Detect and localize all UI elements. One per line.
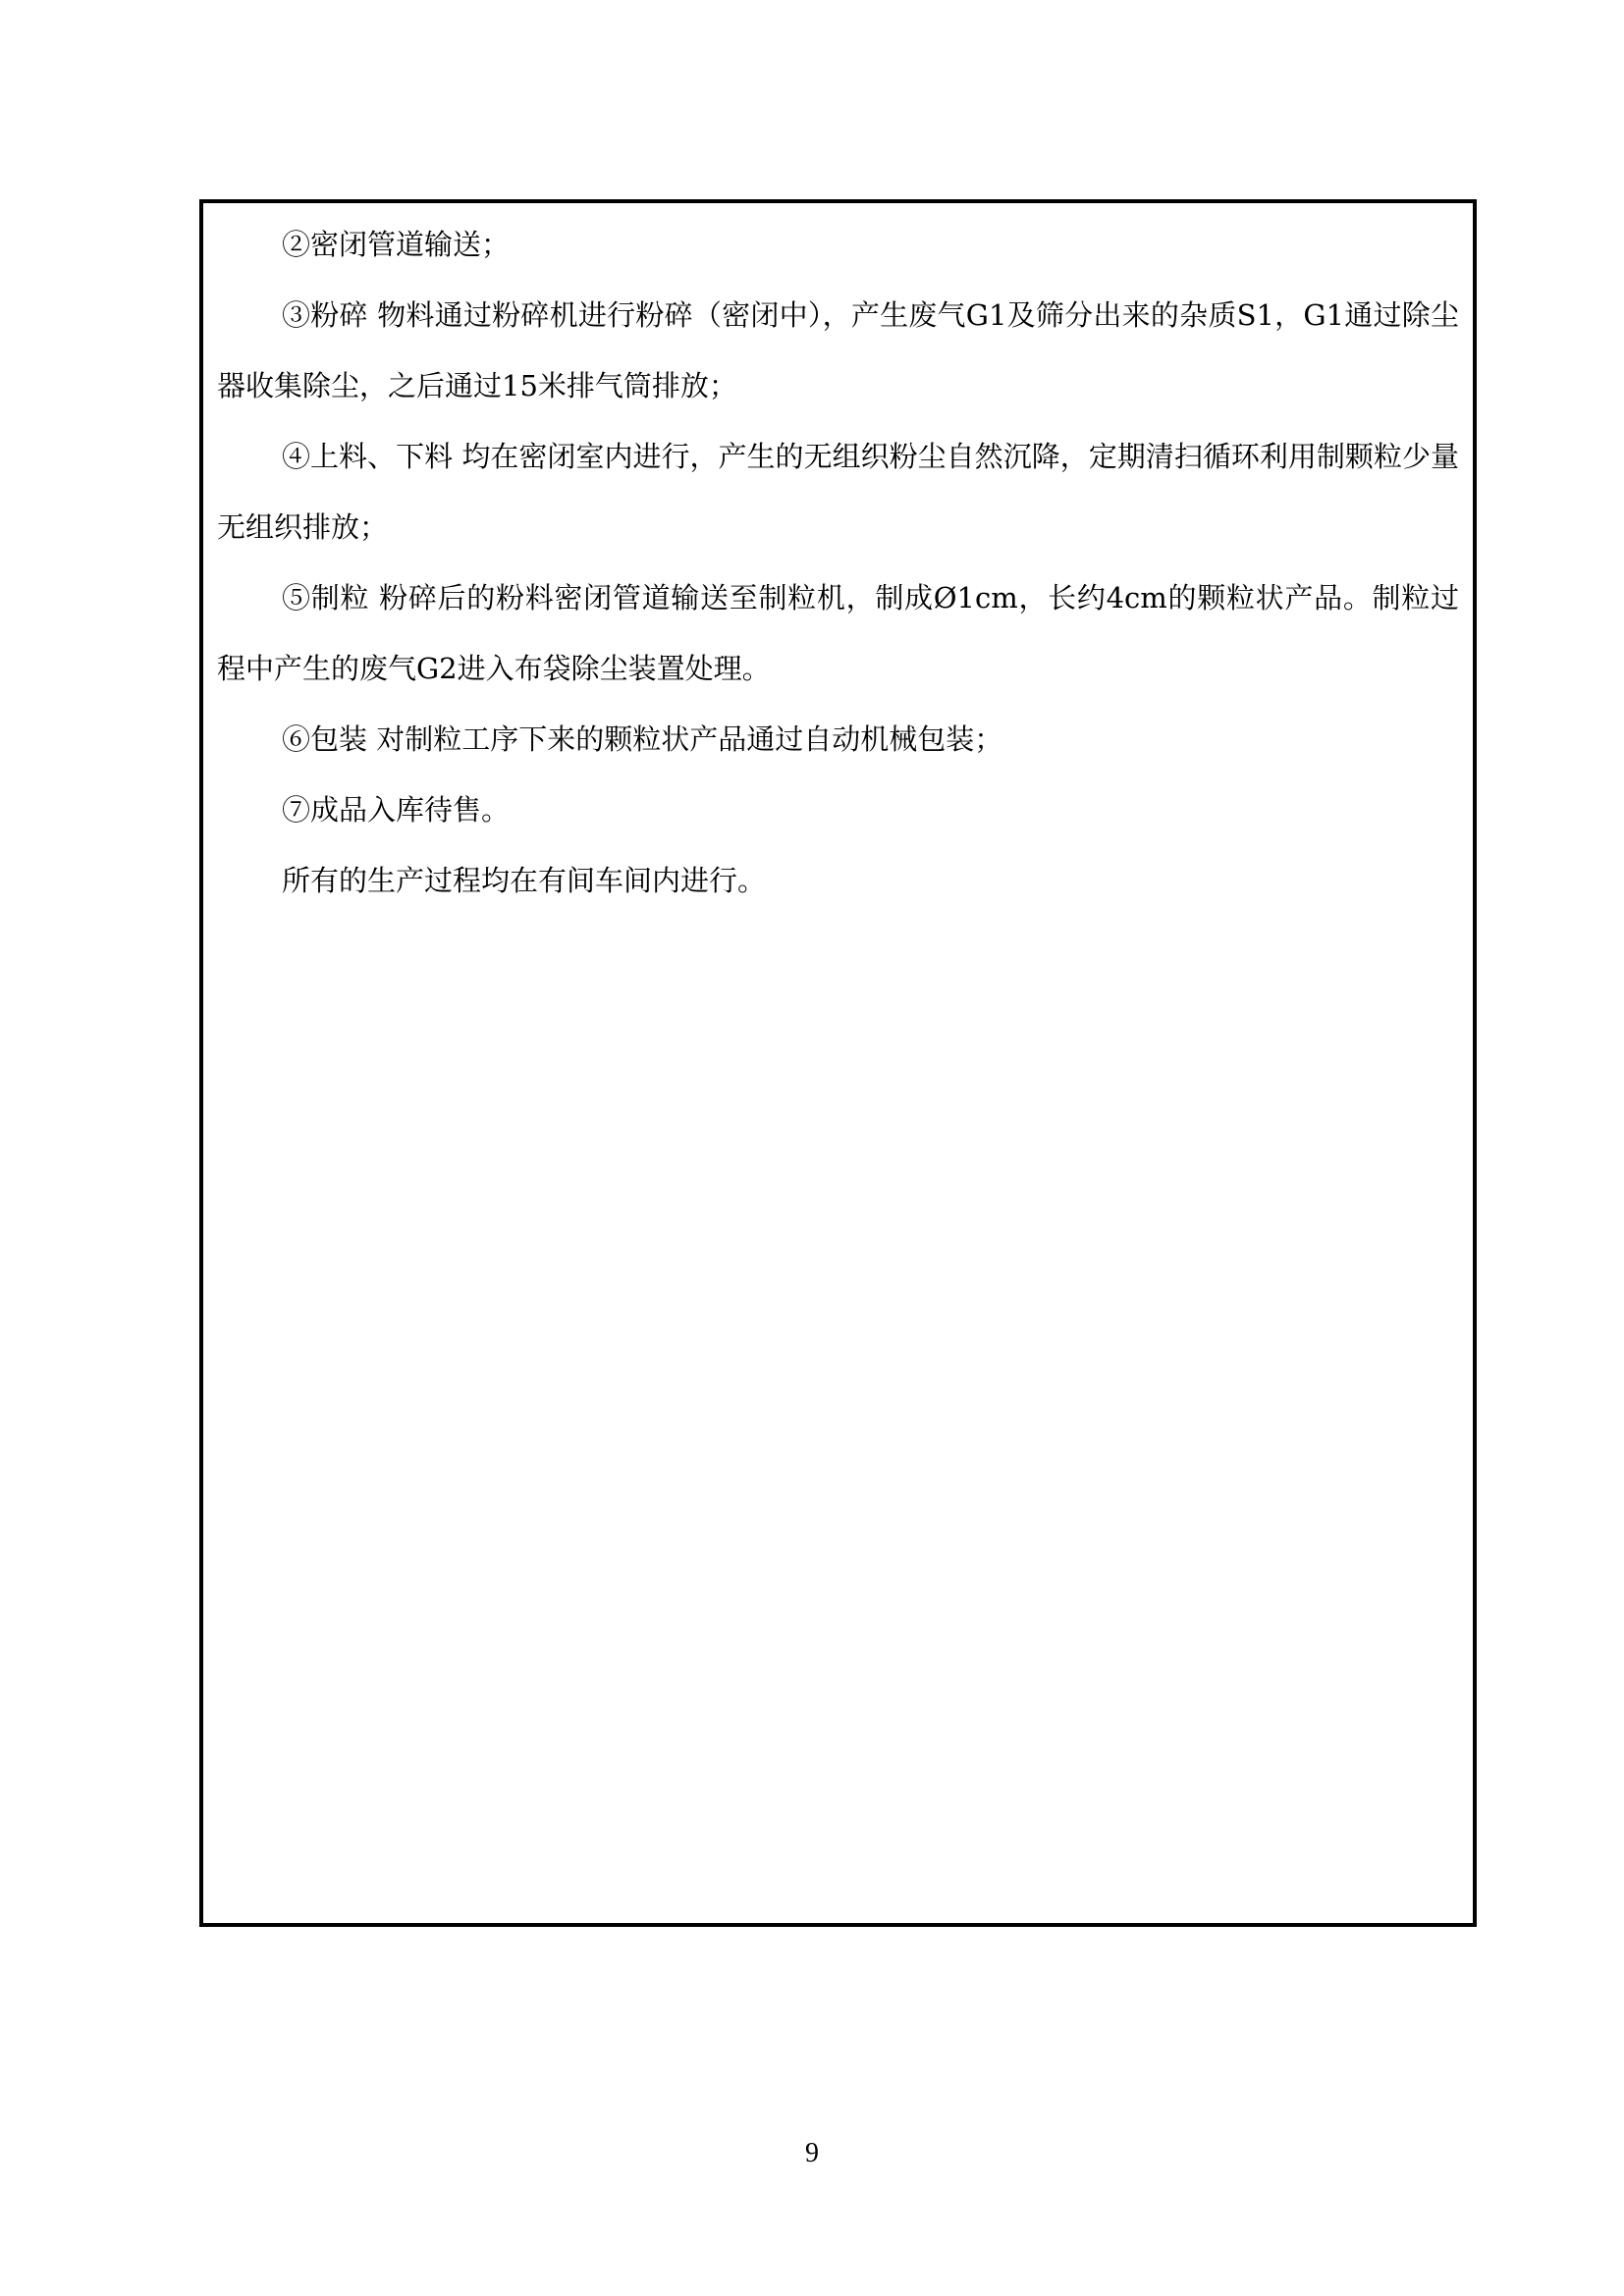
paragraph-storage: ⑦成品入库待售。 [282,793,511,827]
paragraph-packaging: ⑥包装 对制粒工序下来的颗粒状产品通过自动机械包装； [282,722,1003,756]
process-description [217,209,1459,916]
paragraph-loading-unloading: ④上料、下料 均在密闭室内进行，产生的无组织粉尘自然沉降，定期清扫循环利用制颗粒少量无组织排放； [217,440,1459,544]
paragraph-granulating: ⑤制粒 粉碎后的粉料密闭管道输送至制粒机，制成Ø1cm，长约4cm的颗粒状产品。制粒过程中产生的废气G2进入布袋除尘装置处理。 [217,581,1459,685]
content-frame [199,199,1477,1927]
paragraph-sealed-pipe-transport: ②密闭管道输送； [282,228,511,261]
page-number: 9 [805,2138,819,2168]
paragraph-summary: 所有的生产过程均在有间车间内进行。 [282,864,767,897]
paragraph-crushing: ③粉碎 物料通过粉碎机进行粉碎（密闭中），产生废气G1及筛分出来的杂质S1，G1通过除尘器收集除尘，之后通过15米排气筒排放； [217,298,1459,402]
